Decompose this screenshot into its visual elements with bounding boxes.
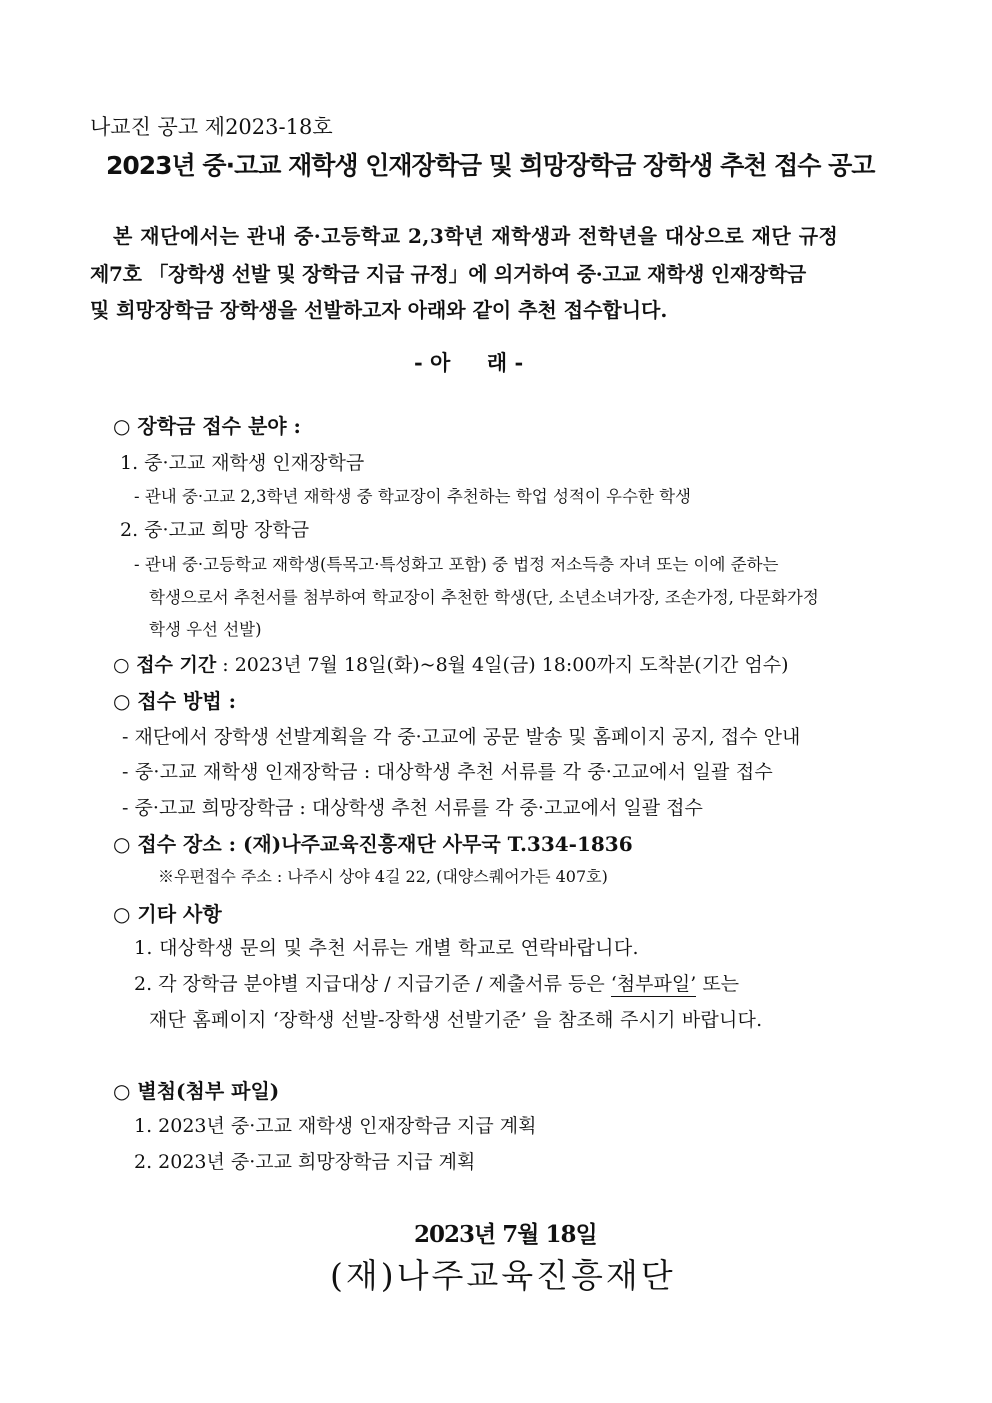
- notice-heading: - 아 래 -: [414, 350, 524, 375]
- attach-heading: ○ 별첨(첨부 파일): [113, 1079, 280, 1103]
- method-heading: ○ 접수 방법 :: [113, 689, 237, 713]
- intro-line-2: 제7호 「장학생 선발 및 장학금 지급 규정」에 의거하여 중·고교 재학생 인재장학금: [90, 262, 806, 286]
- intro-line-1: 본 재단에서는 관내 중·고등학교 2,3학년 재학생과 전학년을 대상으로 재단 규정: [113, 224, 839, 248]
- intro-line-3: 및 희망장학금 장학생을 선발하고자 아래와 같이 추천 접수합니다.: [90, 298, 668, 322]
- etc-item-1: 1. 대상학생 문의 및 추천 서류는 개별 학교로 연락바랍니다.: [134, 937, 639, 959]
- attach-item-2: 2. 2023년 중·고교 희망장학금 지급 계획: [134, 1151, 476, 1173]
- field-item-2-desc-1: - 관내 중·고등학교 재학생(특목고·특성화고 포함) 중 법정 저소득층 자녀 또는 이에 준하는: [134, 555, 779, 574]
- etc-item-2-text: 2. 각 장학금 분야별 지급대상 / 지급기준 / 제출서류 등은: [134, 973, 605, 995]
- field-item-2: 2. 중·고교 희망 장학금: [120, 519, 310, 541]
- footer-date: 2023년 7월 18일: [414, 1221, 597, 1248]
- attach-item-1: 1. 2023년 중·고교 재학생 인재장학금 지급 계획: [134, 1115, 537, 1137]
- page-title: 2023년 중·고교 재학생 인재장학금 및 희망장학금 장학생 추천 접수 공고: [106, 151, 875, 180]
- period-line: [113, 650, 789, 677]
- field-item-1-desc: - 관내 중·고교 2,3학년 재학생 중 학교장이 추천하는 학업 성적이 우수한 학생: [134, 487, 691, 506]
- field-item-2-desc-2: 학생으로서 추천서를 첨부하여 학교장이 추천한 학생(단, 소년소녀가장, 조손가정, 다문화가정: [149, 588, 819, 607]
- period-label: ○ 접수 기간: [113, 654, 217, 676]
- method-line-2: - 중·고교 재학생 인재장학금 : 대상학생 추천 서류를 각 중·고교에서 일괄 접수: [122, 761, 773, 783]
- etc-item-2-or: 또는: [702, 973, 740, 995]
- notice-number: 나교진 공고 제2023-18호: [90, 115, 333, 139]
- method-line-1: - 재단에서 장학생 선발계획을 각 중·고교에 공문 발송 및 홈페이지 공지, 접수 안내: [122, 726, 801, 748]
- field-item-1: 1. 중·고교 재학생 인재장학금: [120, 452, 365, 474]
- etc-heading: ○ 기타 사항: [113, 902, 222, 926]
- attachment-link[interactable]: ‘첨부파일’: [610, 973, 697, 995]
- method-line-3: - 중·고교 희망장학금 : 대상학생 추천 서류를 각 중·고교에서 일괄 접수: [122, 797, 703, 819]
- mail-address: ※우편접수 주소 : 나주시 상야 4길 22, (대양스퀘어가든 407호): [158, 867, 608, 886]
- etc-item-2-cont: 재단 홈페이지 ‘장학생 선발-장학생 선발기준’ 을 참조해 주시기 바랍니다.: [149, 1009, 763, 1031]
- field-heading: ○ 장학금 접수 분야 :: [113, 414, 301, 438]
- place-line: ○ 접수 장소 : (재)나주교육진흥재단 사무국 T.334-1836: [113, 832, 633, 856]
- footer-org: (재)나주교육진흥재단: [330, 1256, 676, 1295]
- field-item-2-desc-3: 학생 우선 선발): [149, 620, 262, 639]
- etc-item-2: [134, 969, 739, 996]
- period-value: : 2023년 7월 18일(화)~8월 4일(금) 18:00까지 도착분(기간 엄수): [216, 654, 789, 676]
